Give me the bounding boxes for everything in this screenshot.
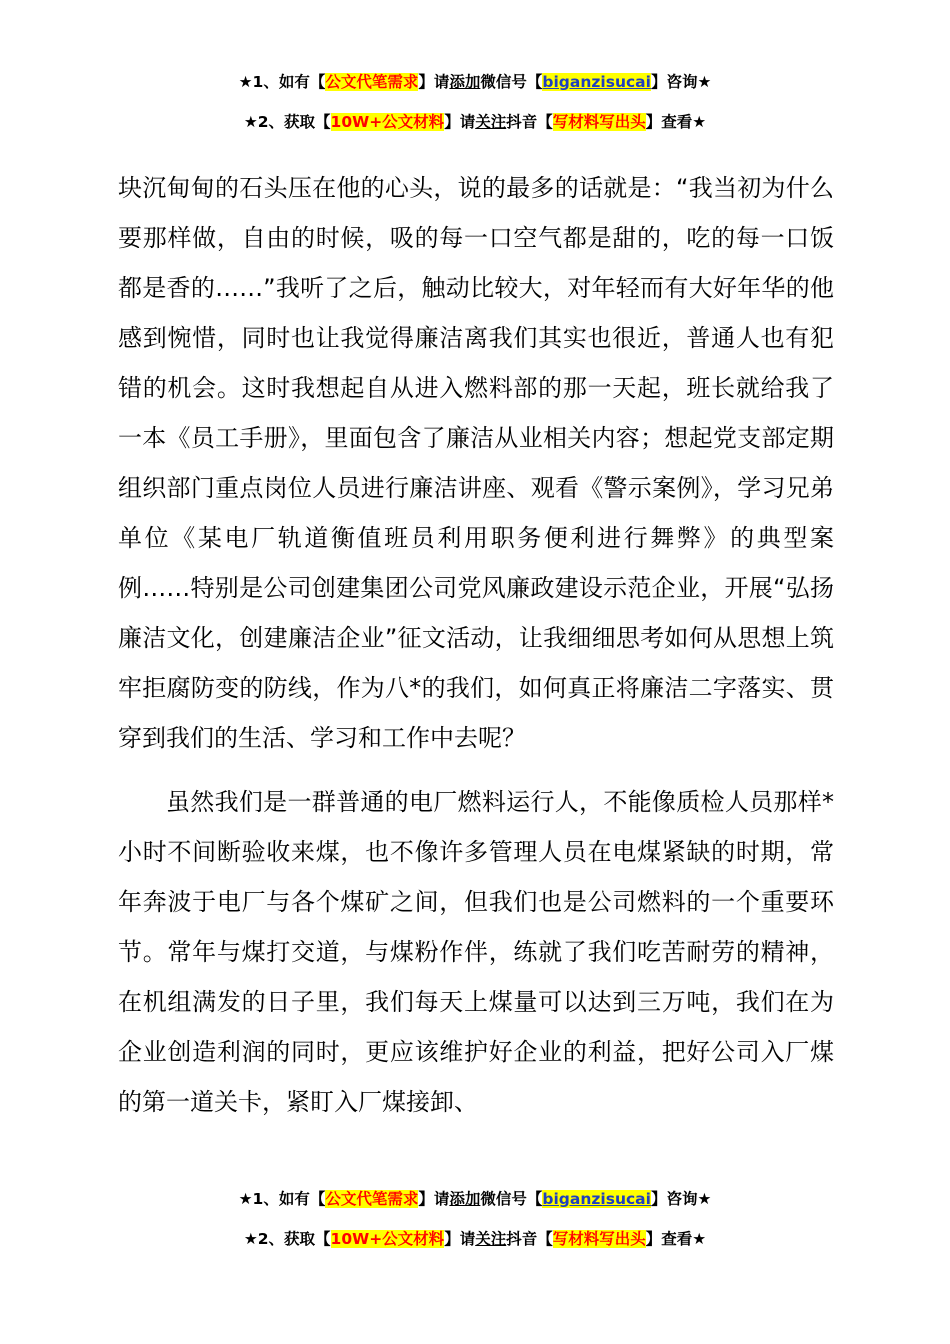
- ad-suffix: 】咨询★: [650, 1190, 712, 1208]
- ad-text: 】请: [444, 1230, 476, 1248]
- ad-text: 微信号【: [480, 1190, 543, 1208]
- ad-prefix: ★1、如有【: [238, 1190, 326, 1208]
- douyin-account: 写材料写出头: [552, 1230, 646, 1248]
- ad-prefix: ★2、获取【: [243, 1230, 331, 1248]
- ad-text: 】请: [418, 73, 450, 91]
- ad-text: 微信号【: [480, 73, 543, 91]
- ad-highlight: 公文代笔需求: [325, 73, 419, 91]
- ad-suffix: 】查看★: [645, 1230, 707, 1248]
- ad-emphasis: 添加: [449, 1190, 481, 1208]
- header-ad-banner: [0, 72, 950, 132]
- ad-text: 抖音【: [506, 113, 553, 131]
- ad-text: 】请: [418, 1190, 450, 1208]
- ad-prefix: ★1、如有【: [238, 73, 326, 91]
- ad-emphasis: 关注: [475, 1230, 507, 1248]
- body-paragraph: 块沉甸甸的石头压在他的心头，说的最多的话就是：“我当初为什么要那样做，自由的时候，吸的每一口空气都是甜的，吃的每一口饭都是香的……”我听了之后，触动比较大，对年轻而有大好年华的他感到惋惜，同时也让我觉得廉洁离我们其实也很近，普通人也有犯错的机会。这时我想起自从进入燃料部的那一天起，班长就给我了一本《员工手册》，里面包含了廉洁从业相关内容；想起党支部定期组织部门重点岗位人员进行廉洁讲座、观看《警示案例》，学习兄弟单位《某电厂轨道衡值班员利用职务便利进行舞弊》的典型案例……特别是公司创建集团公司党风廉政建设示范企业，开展“弘扬廉洁文化，创建廉洁企业”征文活动，让我细细思考如何从思想上筑牢拒腐防变的防线，作为八*的我们，如何真正将廉洁二字落实、贯穿到我们的生活、学习和工作中去呢？: [118, 174, 834, 752]
- ad-highlight: 公文代笔需求: [325, 1190, 419, 1208]
- ad-text: 】请: [444, 113, 476, 131]
- ad-suffix: 】查看★: [645, 113, 707, 131]
- footer-ad-banner: [0, 1189, 950, 1249]
- ad-emphasis: 添加: [449, 73, 481, 91]
- wechat-id: biganzisucai: [542, 1190, 651, 1208]
- document-body: [118, 163, 834, 1127]
- ad-highlight: 10W+公文材料: [330, 1230, 445, 1248]
- ad-highlight: 10W+公文材料: [330, 113, 445, 131]
- ad-suffix: 】咨询★: [650, 73, 712, 91]
- ad-prefix: ★2、获取【: [243, 113, 331, 131]
- body-paragraph: 虽然我们是一群普通的电厂燃料运行人，不能像质检人员那样*小时不间断验收来煤，也不像许多管理人员在电煤紧缺的时期，常年奔波于电厂与各个煤矿之间，但我们也是公司燃料的一个重要环节。常年与煤打交道，与煤粉作伴，练就了我们吃苦耐劳的精神，在机组满发的日子里，我们每天上煤量可以达到三万吨，我们在为企业创造利润的同时，更应该维护好企业的利益，把好公司入厂煤的第一道关卡，紧盯入厂煤接卸、: [118, 788, 834, 1116]
- douyin-account: 写材料写出头: [552, 113, 646, 131]
- ad-text: 抖音【: [506, 1230, 553, 1248]
- ad-line-2: [0, 1229, 950, 1249]
- ad-line-1: [0, 1189, 950, 1209]
- wechat-id: biganzisucai: [542, 73, 651, 91]
- ad-line-1: [0, 72, 950, 92]
- ad-line-2: [0, 112, 950, 132]
- ad-emphasis: 关注: [475, 113, 507, 131]
